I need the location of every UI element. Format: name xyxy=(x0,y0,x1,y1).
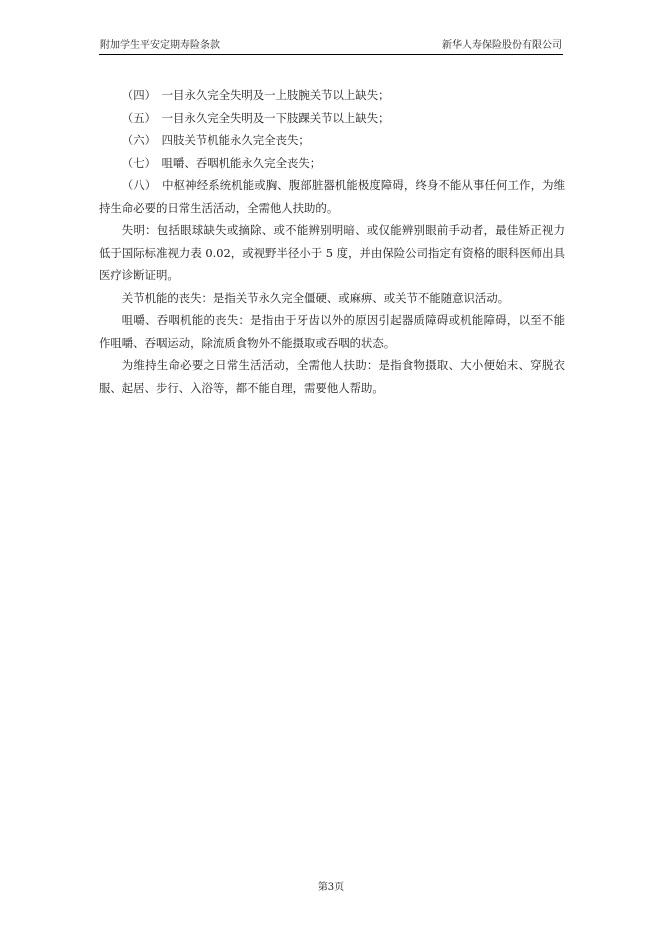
document-body xyxy=(99,84,565,399)
header-document-title: 附加学生平安定期寿险条款 xyxy=(100,40,220,51)
page-header xyxy=(99,38,563,55)
clause-item-6: （六） 四肢关节机能永久完全丧失； xyxy=(121,133,310,147)
clause-item-7: （七） 咀嚼、吞咽机能永久完全丧失； xyxy=(121,155,322,170)
page-number: 第3页 xyxy=(317,882,345,893)
definition-blindness: 失明：包括眼球缺失或摘除、或不能辨别明暗、或仅能辨别眼前手动者，最佳矫正视力低于国际标准视力表 0.02，或视野半径小于 5 度，并由保险公司指定有资格的眼科医师出具医疗诊断证明。 xyxy=(99,223,565,282)
definition-chewing-swallowing-loss: 咀嚼、吞咽机能的丧失：是指由于牙齿以外的原因引起器质障碍或机能障碍，以至不能作咀嚼、吞咽运动，除流质食物外不能摄取或吞咽的状态。 xyxy=(99,313,565,350)
clause-item-8: （八） 中枢神经系统机能或胸、腹部脏器机能极度障碍，终身不能从事任何工作，为维持生命必要的日常生活活动，全需他人扶助的。 xyxy=(99,178,565,215)
clause-item-5: （五） 一目永久完全失明及一下肢踝关节以上缺失； xyxy=(121,110,390,125)
clause-item-4: （四） 一目永久完全失明及一上肢腕关节以上缺失； xyxy=(121,88,390,102)
definition-daily-living-assistance: 为维持生命必要之日常生活活动，全需他人扶助：是指食物摄取、大小便始末、穿脱衣服、起居、步行、入浴等，都不能自理，需要他人帮助。 xyxy=(99,358,565,395)
header-company-name: 新华人寿保险股份有限公司 xyxy=(442,40,562,51)
definition-joint-function-loss: 关节机能的丧失：是指关节永久完全僵硬、或麻痹、或关节不能随意识活动。 xyxy=(121,290,510,305)
